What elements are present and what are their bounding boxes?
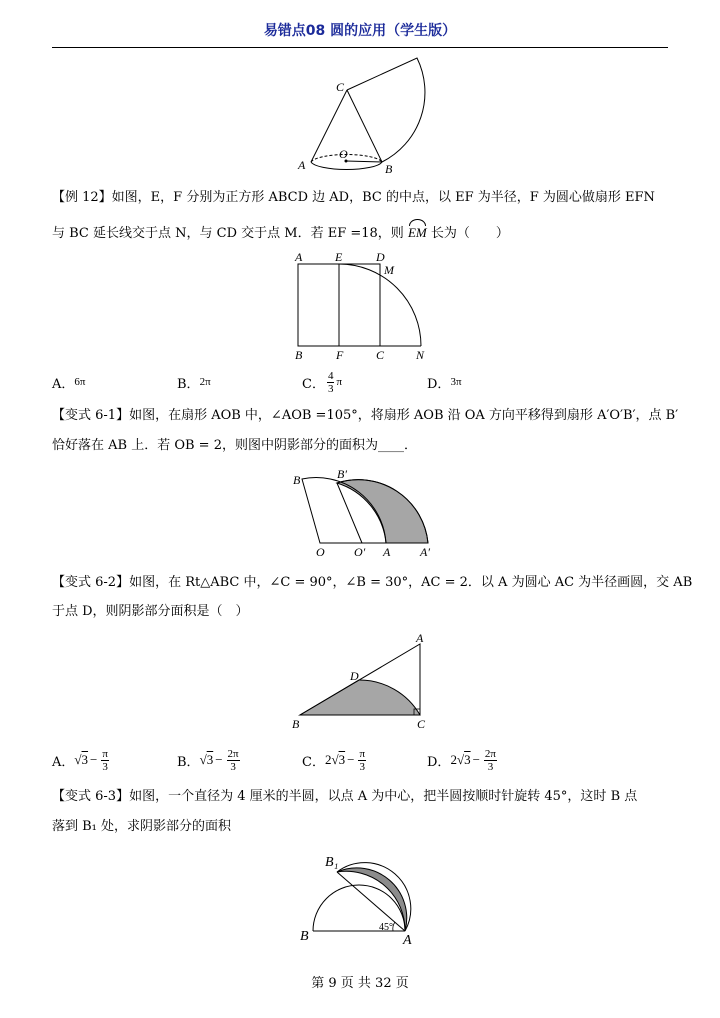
arc-em-symbol: EM xyxy=(408,219,427,245)
label-a: A xyxy=(383,545,391,558)
label-f: F xyxy=(336,348,344,362)
label-d: D xyxy=(350,669,359,683)
label-a-prime: A′ xyxy=(420,545,430,558)
example12-line2 xyxy=(52,219,672,246)
example12-line2-post: 长为（ ） xyxy=(430,226,509,241)
option-c: C． 2√3 − $\frac{\pi}{3}$ xyxy=(302,747,365,773)
variant61-line2: 恰好落在 AB 上．若 OB = 2，则图中阴影部分的面积为____． xyxy=(52,438,417,453)
label-e: E xyxy=(335,250,343,264)
fraction-4-3: $\frac{4}{3}$ xyxy=(327,369,334,395)
label-m: M xyxy=(384,263,394,277)
label-b1: B₁ xyxy=(325,855,339,870)
cone-base-front xyxy=(311,162,382,170)
cone-sector xyxy=(347,58,425,162)
variant63-line1: 【变式 6-3】如图，一个直径为 4 厘米的半圆，以点 A 为中心，把半圆按顺时针旋转 45°，这时 B 点 xyxy=(52,789,638,804)
label-c: C xyxy=(336,80,345,94)
option-d: D． 3π xyxy=(427,376,462,392)
label-d: D xyxy=(376,250,385,264)
option-b: B． 2π xyxy=(177,376,211,392)
example12-line1: 【例 12】如图，E，F 分别为正方形 ABCD 边 AD，BC 的中点，以 EF 为半径，F 为圆心做扇形 EFN xyxy=(52,190,655,205)
label-b: B xyxy=(295,348,303,362)
label-a: A xyxy=(298,158,306,172)
label-c: C xyxy=(376,348,385,362)
label-b: B xyxy=(385,162,393,176)
option-a: A． √3 − $\frac{\pi}{3}$ xyxy=(52,747,108,773)
label-n: N xyxy=(416,348,425,362)
cone-radius xyxy=(346,161,382,162)
angle-mark xyxy=(393,922,395,931)
label-a: A xyxy=(416,632,424,645)
label-o: O xyxy=(316,545,325,558)
label-o-prime: O′ xyxy=(354,545,366,558)
variant61-line1: 【变式 6-1】如图，在扇形 AOB 中，∠AOB =105°，将扇形 AOB 沿 OA 方向平移得到扇形 A′O′B′，点 B′ xyxy=(52,408,679,423)
shaded-region xyxy=(300,680,420,715)
label-a: A xyxy=(403,933,412,948)
header-rule xyxy=(52,47,668,48)
cone-slant-right xyxy=(347,90,382,162)
variant62-options xyxy=(52,743,672,777)
page-footer: 第 9 页 共 32 页 xyxy=(311,976,409,991)
label-b: B xyxy=(293,473,301,487)
label-a: A xyxy=(295,250,303,264)
figure-square-sector xyxy=(285,248,435,363)
example12-line2-pre: 与 BC 延长线交于点 N，与 CD 交于点 M．若 EF =18，则 xyxy=(52,226,404,241)
label-b: B xyxy=(300,929,309,944)
shaded-region xyxy=(337,480,428,543)
option-c: C． $\frac{4}{3}$ π xyxy=(302,369,343,395)
shaded-region xyxy=(337,868,407,931)
figure-rotated-semicircle xyxy=(295,848,445,948)
figure-right-triangle xyxy=(288,632,438,732)
option-a: A． 6π xyxy=(52,376,86,392)
figure-translated-sector xyxy=(288,466,438,558)
label-c: C xyxy=(417,717,426,731)
variant63-line2: 落到 B₁ 处，求阴影部分的面积 xyxy=(52,819,232,834)
example12-options xyxy=(52,368,672,396)
variant62-line2: 于点 D，则阴影部分面积是（ ） xyxy=(52,604,249,619)
variant62-line1: 【变式 6-2】如图，在 Rt△ABC 中，∠C = 90°，∠B = 30°，AC = 2．以 A 为圆心 AC 为半径画圆，交 AB xyxy=(52,575,693,590)
option-d: D． 2√3 − $\frac{2\pi}{3}$ xyxy=(427,747,496,773)
option-b: B． √3 − $\frac{2\pi}{3}$ xyxy=(177,747,239,773)
figure-cone xyxy=(290,55,460,180)
label-b-prime: B′ xyxy=(337,467,347,481)
label-o: O xyxy=(339,147,348,161)
page-header: 易错点08 圆的应用（学生版） xyxy=(263,23,457,39)
label-b: B xyxy=(292,717,300,731)
label-angle-45: 45° xyxy=(379,922,393,933)
